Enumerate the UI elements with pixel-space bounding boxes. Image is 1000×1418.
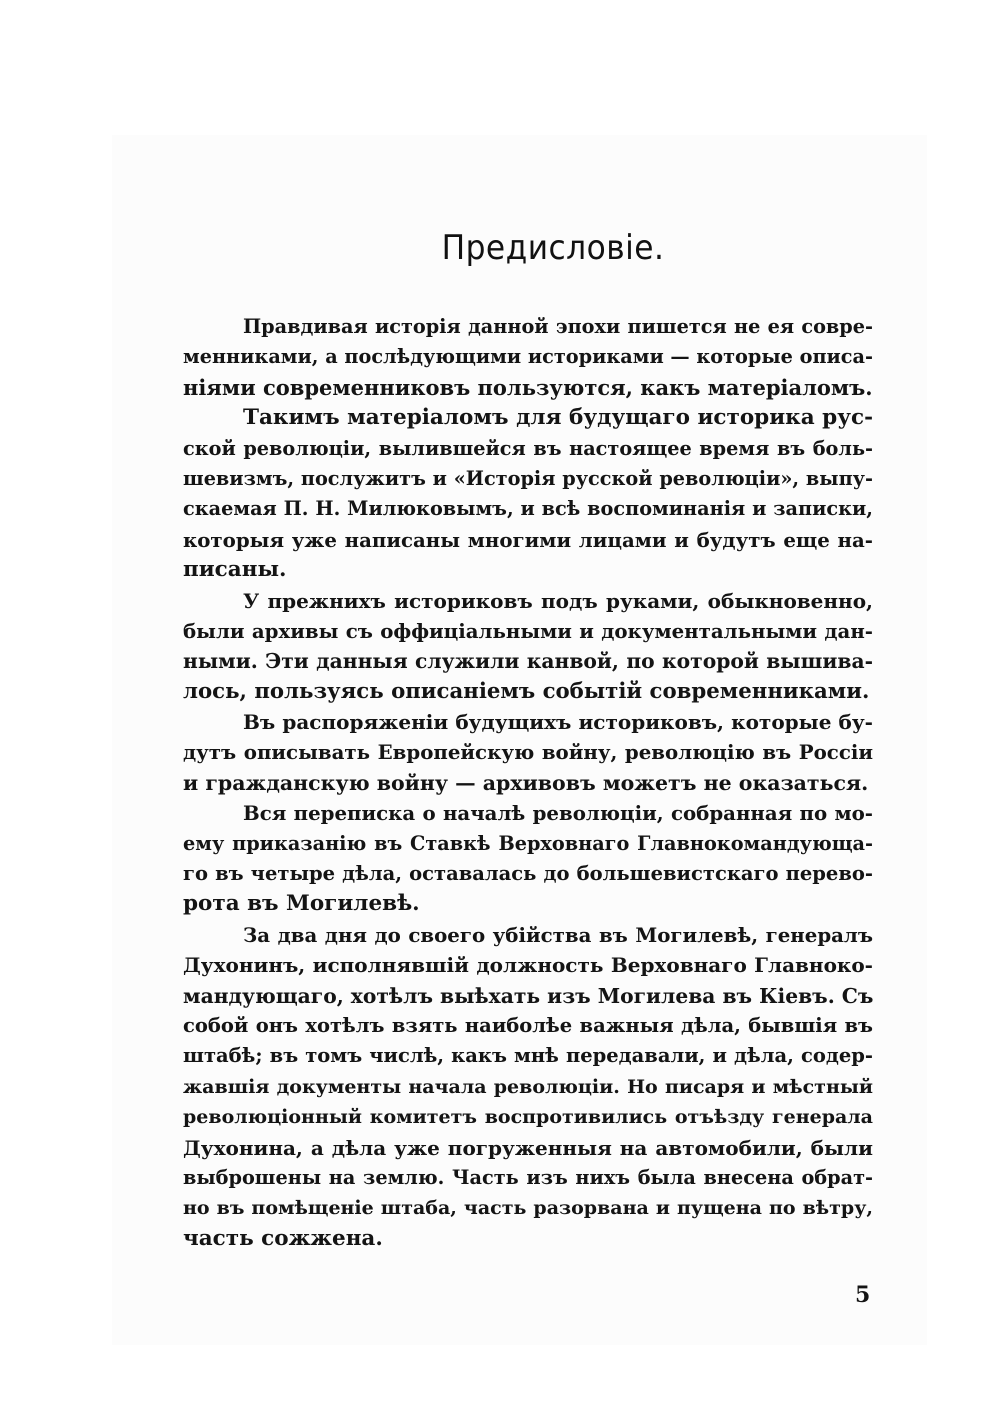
text-line: ему приказанію въ Ставкѣ Верховнаго Главнокомандующа- <box>183 831 873 855</box>
text-line: писаны. <box>183 557 287 583</box>
text-line: ской революціи, вылившейся въ настоящее время въ боль- <box>183 436 873 460</box>
text-line: шевизмъ, послужитъ и «Исторія русской революціи», выпу- <box>183 466 873 490</box>
text-line: Вся переписка о началѣ революціи, собранная по мо- <box>243 801 873 826</box>
text-line: Духонина, а дѣла уже погруженныя на автомобили, были <box>183 1135 873 1160</box>
text-line: Духонинъ, исполнявшій должность Верховнаго Главноко- <box>183 953 873 978</box>
text-line: рота въ Могилевѣ. <box>183 891 420 917</box>
text-line: За два дня до своего убійства въ Могилевѣ, генералъ <box>243 922 873 947</box>
text-line: ніями современниковъ пользуются, какъ матеріаломъ. <box>183 374 873 400</box>
text-line: штабѣ; въ томъ числѣ, какъ мнѣ передавали, и дѣла, содер- <box>183 1044 873 1068</box>
text-line: и гражданскую войну — архивовъ можетъ не оказаться. <box>183 770 869 795</box>
text-line: скаемая П. Н. Милюковымъ, и всѣ воспоминанія и записки, <box>183 497 873 521</box>
text-line: жавшія документы начала революціи. Но писаря и мѣстный <box>183 1075 873 1098</box>
text-line: собой онъ хотѣлъ взять наиболѣе важныя дѣла, бывшія въ <box>183 1013 873 1037</box>
text-line: часть сожжена. <box>183 1225 383 1251</box>
text-line: го въ четыре дѣла, оставалась до большевистскаго перево- <box>183 862 873 886</box>
text-line: менниками, а послѣдующими историками — которые описа- <box>183 345 873 369</box>
text-line: дутъ описывать Европейскую войну, революцію въ Россіи <box>183 740 873 765</box>
text-line: были архивы съ оффиціальными и документальными дан- <box>183 618 873 643</box>
text-line: мандующаго, хотѣлъ выѣхать изъ Могилева въ Кіевъ. Съ <box>183 983 874 1008</box>
text-line: лось, пользуясь описаніемъ событій современниками. <box>183 678 870 704</box>
text-line: Такимъ матеріаломъ для будущаго историка рус- <box>243 405 873 431</box>
text-line: которыя уже написаны многими лицами и будутъ еще на- <box>183 527 873 552</box>
page-title: Предисловіе. <box>441 228 665 268</box>
body-text <box>183 312 873 1254</box>
text-line: Въ распоряженіи будущихъ историковъ, которые бу- <box>243 710 873 735</box>
text-line: У прежнихъ историковъ подъ руками, обыкновенно, <box>243 588 873 613</box>
text-line: ными. Эти данныя служили канвой, по которой вышива- <box>183 649 873 674</box>
page-number: 5 <box>855 1282 871 1308</box>
text-line: революціонный комитетъ воспротивились отъѣзду генерала <box>183 1106 873 1129</box>
text-line: но въ помѣщеніе штаба, часть разорвана и пущена по вѣтру, <box>183 1197 873 1220</box>
text-line: выброшены на землю. Часть изъ нихъ была внесена обрат- <box>183 1165 873 1189</box>
text-line: Правдивая исторія данной эпохи пишется не ея совре- <box>243 315 873 338</box>
